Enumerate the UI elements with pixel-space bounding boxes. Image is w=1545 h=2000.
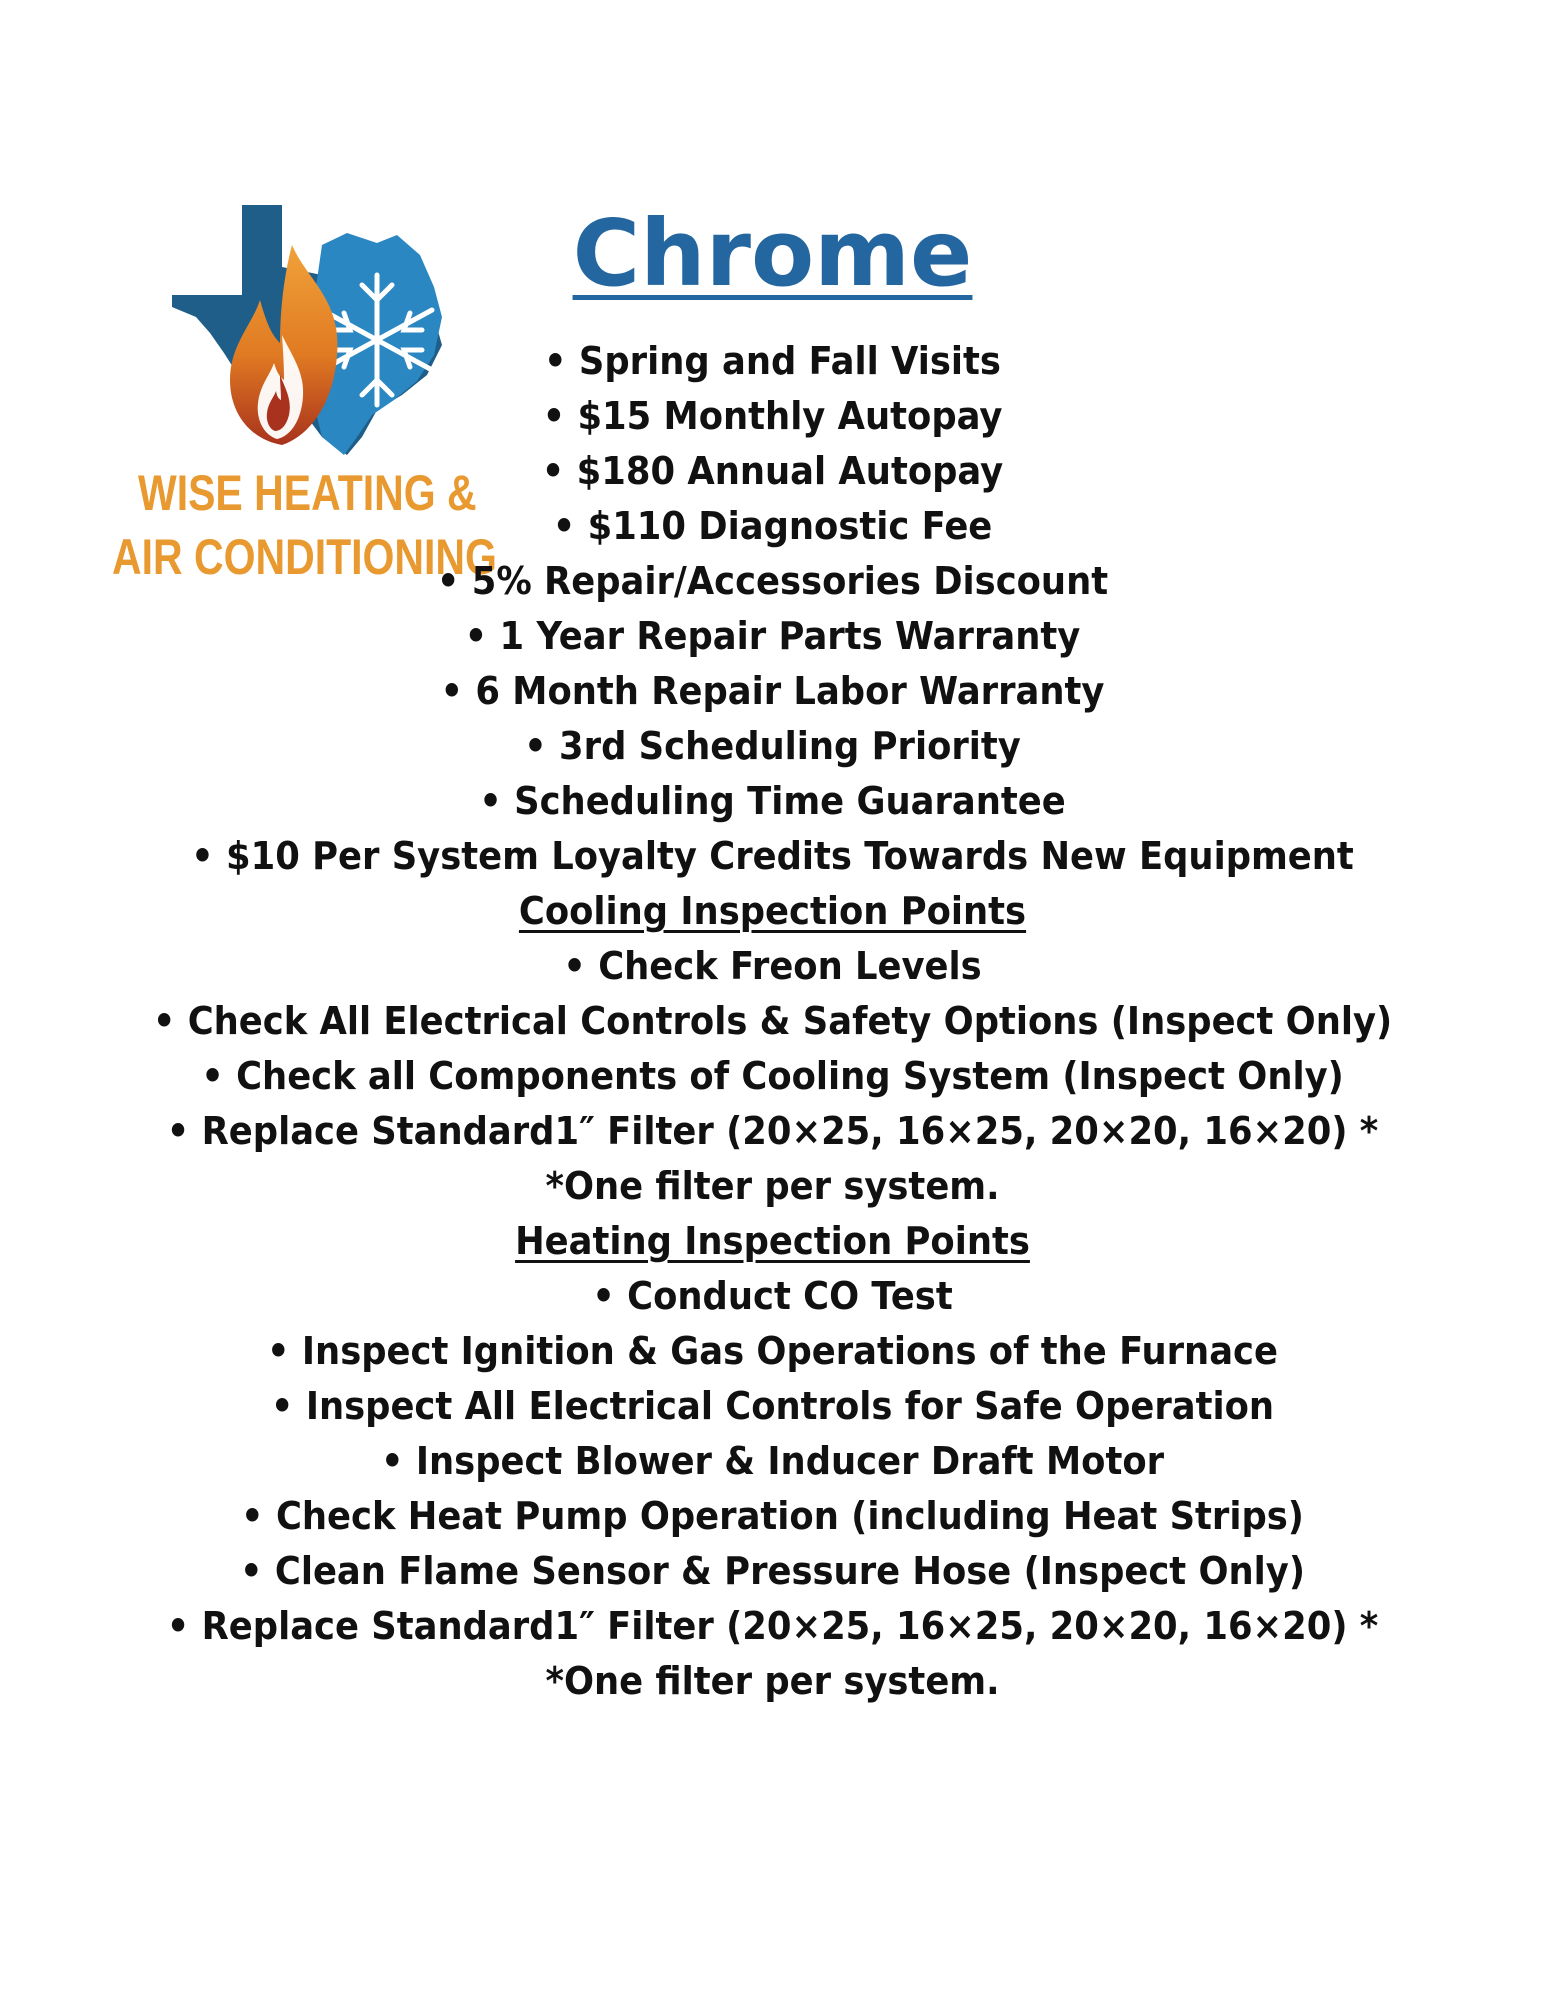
feature-item: • 6 Month Repair Labor Warranty xyxy=(440,669,1105,713)
feature-item: • 3rd Scheduling Priority xyxy=(524,724,1021,768)
heating-item: • Conduct CO Test xyxy=(592,1274,953,1318)
logo-text-line1: WISE HEATING & xyxy=(138,465,477,521)
cooling-section-heading xyxy=(54,884,1491,939)
heating-section-heading xyxy=(54,1214,1491,1269)
cooling-heading-text: Cooling Inspection Points xyxy=(518,889,1027,933)
heating-item: • Check Heat Pump Operation (including Heat Strips) xyxy=(241,1494,1304,1538)
heating-item: • Clean Flame Sensor & Pressure Hose (Inspect Only) xyxy=(240,1549,1305,1593)
feature-item: • $15 Monthly Autopay xyxy=(542,394,1003,438)
heating-item: • Inspect All Electrical Controls for Safe Operation xyxy=(270,1384,1275,1428)
page-title xyxy=(0,200,1545,307)
heating-item: • Replace Standard1″ Filter (20×25, 16×25, 20×20, 16×20) * xyxy=(166,1604,1379,1648)
feature-item: • 5% Repair/Accessories Discount xyxy=(436,559,1109,603)
cooling-item: • Check all Components of Cooling System (Inspect Only) xyxy=(201,1054,1344,1098)
feature-item: • Spring and Fall Visits xyxy=(544,339,1001,383)
heating-item: • Inspect Ignition & Gas Operations of the Furnace xyxy=(267,1329,1278,1373)
heating-item: • Inspect Blower & Inducer Draft Motor xyxy=(380,1439,1165,1483)
feature-item: • 1 Year Repair Parts Warranty xyxy=(464,614,1081,658)
heating-footnote: *One filter per system. xyxy=(545,1659,1000,1703)
title-text: Chrome xyxy=(572,200,973,307)
feature-item: • $110 Diagnostic Fee xyxy=(552,504,993,548)
cooling-item: • Check All Electrical Controls & Safety Options (Inspect Only) xyxy=(152,999,1393,1043)
cooling-item: • Check Freon Levels xyxy=(563,944,982,988)
logo-text-line2: AIR CONDITIONING xyxy=(112,529,497,585)
cooling-item: • Replace Standard1″ Filter (20×25, 16×25, 20×20, 16×20) * xyxy=(166,1109,1379,1153)
feature-item: • $10 Per System Loyalty Credits Towards New Equipment xyxy=(191,834,1354,878)
heating-heading-text: Heating Inspection Points xyxy=(515,1219,1030,1263)
cooling-footnote: *One filter per system. xyxy=(545,1164,1000,1208)
feature-item: • $180 Annual Autopay xyxy=(541,449,1004,493)
feature-item: • Scheduling Time Guarantee xyxy=(479,779,1066,823)
plan-details xyxy=(0,334,1545,1709)
